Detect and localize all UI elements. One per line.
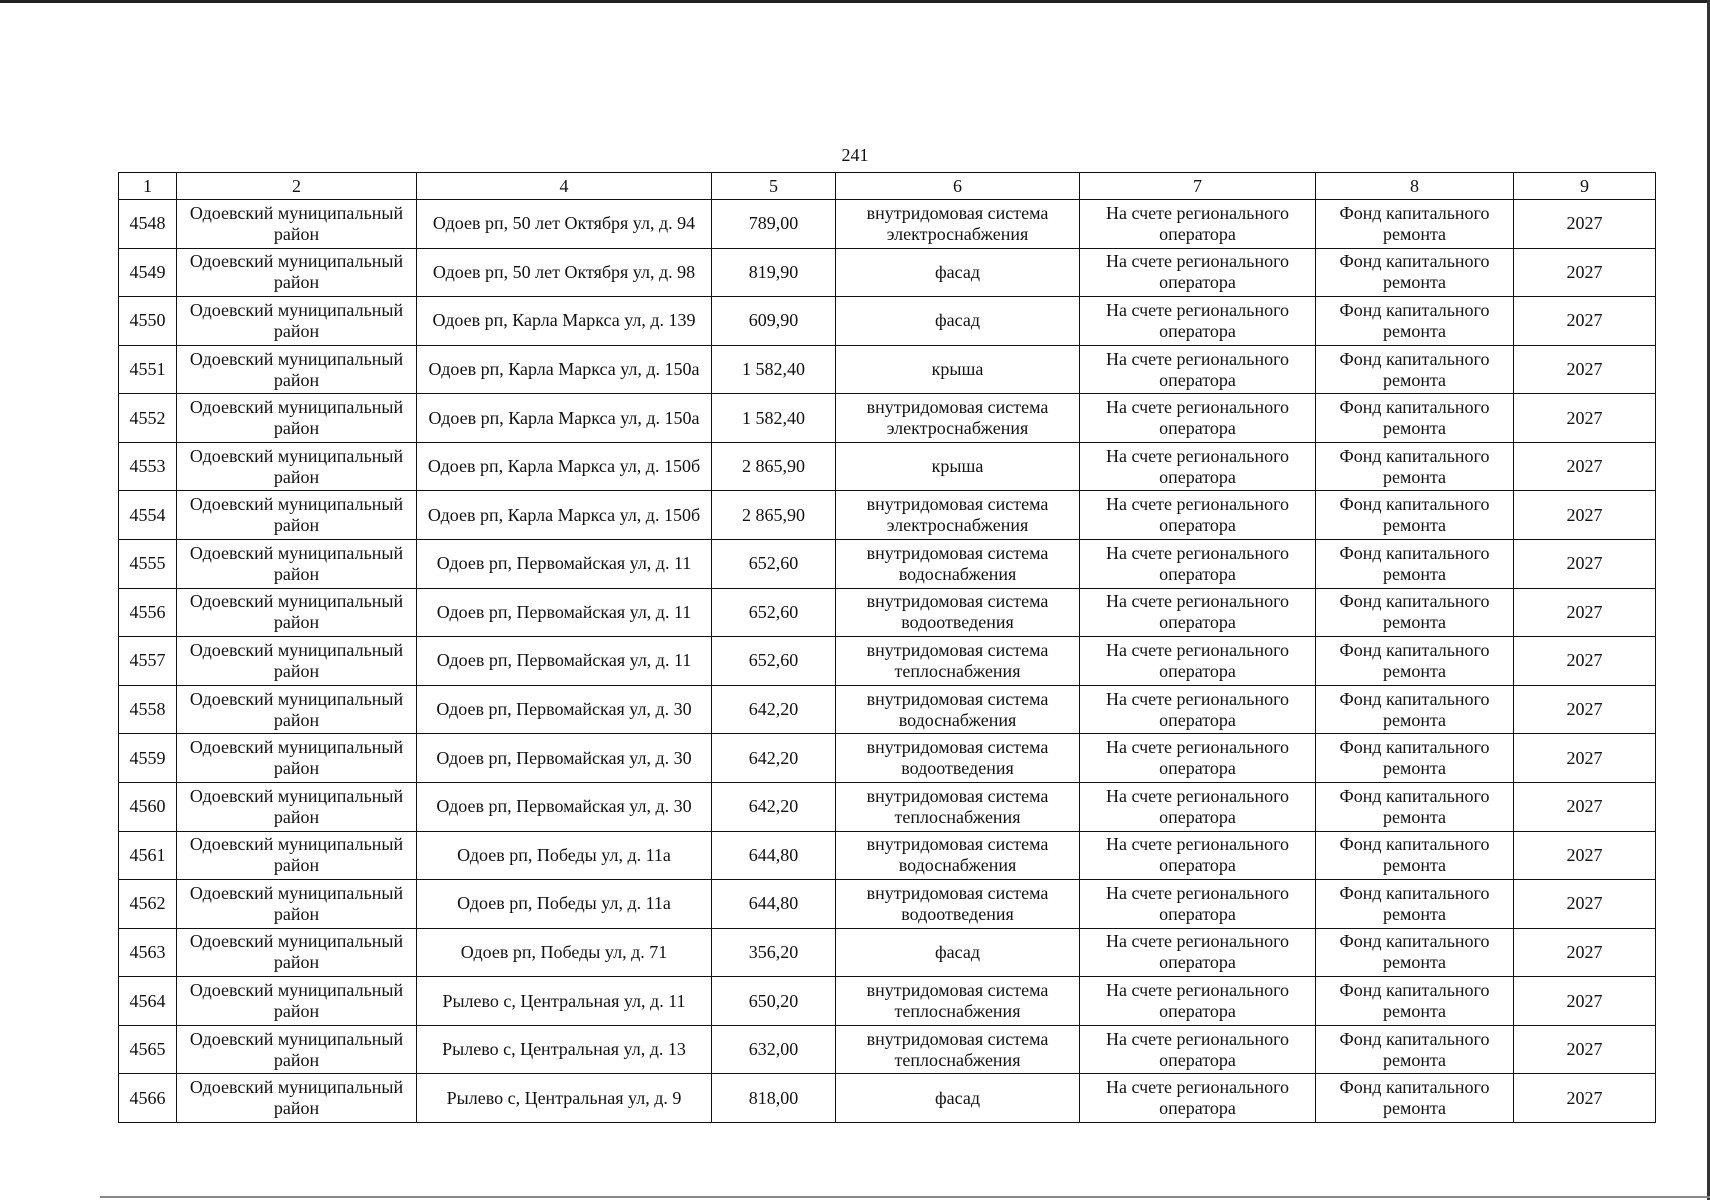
work-type-cell: крыша bbox=[836, 442, 1080, 491]
row-number-cell: 4559 bbox=[119, 734, 177, 783]
funding-source-cell: Фонд капитального ремонта bbox=[1316, 394, 1514, 443]
work-type-cell: внутридомовая система электроснабжения bbox=[836, 491, 1080, 540]
row-number-cell: 4554 bbox=[119, 491, 177, 540]
area-cell: 642,20 bbox=[712, 734, 836, 783]
district-cell: Одоевский муниципальный район bbox=[177, 685, 417, 734]
funding-source-cell: Фонд капитального ремонта bbox=[1316, 782, 1514, 831]
column-number: 5 bbox=[712, 173, 836, 200]
year-cell: 2027 bbox=[1514, 345, 1656, 394]
account-cell: На счете регионального оператора bbox=[1080, 685, 1316, 734]
year-cell: 2027 bbox=[1514, 685, 1656, 734]
district-cell: Одоевский муниципальный район bbox=[177, 637, 417, 686]
district-cell: Одоевский муниципальный район bbox=[177, 588, 417, 637]
row-number-cell: 4562 bbox=[119, 880, 177, 929]
work-type-cell: внутридомовая система электроснабжения bbox=[836, 394, 1080, 443]
address-cell: Рылево с, Центральная ул, д. 13 bbox=[417, 1025, 712, 1074]
work-type-cell: внутридомовая система электроснабжения bbox=[836, 200, 1080, 249]
row-number-cell: 4553 bbox=[119, 442, 177, 491]
table-row bbox=[119, 880, 1656, 929]
funding-source-cell: Фонд капитального ремонта bbox=[1316, 491, 1514, 540]
account-cell: На счете регионального оператора bbox=[1080, 1074, 1316, 1123]
account-cell: На счете регионального оператора bbox=[1080, 248, 1316, 297]
area-cell: 642,20 bbox=[712, 685, 836, 734]
year-cell: 2027 bbox=[1514, 1074, 1656, 1123]
area-cell: 644,80 bbox=[712, 880, 836, 929]
column-number-row bbox=[119, 173, 1656, 200]
funding-source-cell: Фонд капитального ремонта bbox=[1316, 1074, 1514, 1123]
address-cell: Одоев рп, Карла Маркса ул, д. 150б bbox=[417, 491, 712, 540]
work-type-cell: внутридомовая система теплоснабжения bbox=[836, 782, 1080, 831]
district-cell: Одоевский муниципальный район bbox=[177, 1025, 417, 1074]
work-type-cell: крыша bbox=[836, 345, 1080, 394]
table-row bbox=[119, 928, 1656, 977]
page-number: 241 bbox=[841, 145, 869, 165]
area-cell: 1 582,40 bbox=[712, 394, 836, 443]
row-number-cell: 4564 bbox=[119, 977, 177, 1026]
year-cell: 2027 bbox=[1514, 200, 1656, 249]
year-cell: 2027 bbox=[1514, 297, 1656, 346]
work-type-cell: фасад bbox=[836, 928, 1080, 977]
row-number-cell: 4566 bbox=[119, 1074, 177, 1123]
scan-edge-bottom bbox=[100, 1196, 1710, 1198]
account-cell: На счете регионального оператора bbox=[1080, 734, 1316, 783]
area-cell: 789,00 bbox=[712, 200, 836, 249]
address-cell: Одоев рп, Карла Маркса ул, д. 150а bbox=[417, 345, 712, 394]
account-cell: На счете регионального оператора bbox=[1080, 200, 1316, 249]
table-row bbox=[119, 491, 1656, 540]
table-row bbox=[119, 977, 1656, 1026]
district-cell: Одоевский муниципальный район bbox=[177, 345, 417, 394]
row-number-cell: 4549 bbox=[119, 248, 177, 297]
area-cell: 1 582,40 bbox=[712, 345, 836, 394]
area-cell: 644,80 bbox=[712, 831, 836, 880]
funding-source-cell: Фонд капитального ремонта bbox=[1316, 880, 1514, 929]
table-row bbox=[119, 588, 1656, 637]
district-cell: Одоевский муниципальный район bbox=[177, 734, 417, 783]
row-number-cell: 4550 bbox=[119, 297, 177, 346]
account-cell: На счете регионального оператора bbox=[1080, 297, 1316, 346]
funding-source-cell: Фонд капитального ремонта bbox=[1316, 345, 1514, 394]
year-cell: 2027 bbox=[1514, 782, 1656, 831]
funding-source-cell: Фонд капитального ремонта bbox=[1316, 637, 1514, 686]
area-cell: 632,00 bbox=[712, 1025, 836, 1074]
table-row bbox=[119, 345, 1656, 394]
funding-source-cell: Фонд капитального ремонта bbox=[1316, 588, 1514, 637]
table-row bbox=[119, 685, 1656, 734]
funding-source-cell: Фонд капитального ремонта bbox=[1316, 297, 1514, 346]
table-row bbox=[119, 442, 1656, 491]
address-cell: Одоев рп, Победы ул, д. 11а bbox=[417, 880, 712, 929]
address-cell: Одоев рп, Первомайская ул, д. 30 bbox=[417, 685, 712, 734]
area-cell: 2 865,90 bbox=[712, 442, 836, 491]
area-cell: 356,20 bbox=[712, 928, 836, 977]
table-row bbox=[119, 782, 1656, 831]
year-cell: 2027 bbox=[1514, 1025, 1656, 1074]
funding-source-cell: Фонд капитального ремонта bbox=[1316, 200, 1514, 249]
district-cell: Одоевский муниципальный район bbox=[177, 831, 417, 880]
funding-source-cell: Фонд капитального ремонта bbox=[1316, 248, 1514, 297]
area-cell: 819,90 bbox=[712, 248, 836, 297]
account-cell: На счете регионального оператора bbox=[1080, 442, 1316, 491]
year-cell: 2027 bbox=[1514, 540, 1656, 589]
account-cell: На счете регионального оператора bbox=[1080, 394, 1316, 443]
account-cell: На счете регионального оператора bbox=[1080, 540, 1316, 589]
year-cell: 2027 bbox=[1514, 394, 1656, 443]
work-type-cell: внутридомовая система теплоснабжения bbox=[836, 977, 1080, 1026]
table-row bbox=[119, 831, 1656, 880]
address-cell: Одоев рп, Победы ул, д. 11а bbox=[417, 831, 712, 880]
table-row bbox=[119, 637, 1656, 686]
row-number-cell: 4560 bbox=[119, 782, 177, 831]
table-row bbox=[119, 1025, 1656, 1074]
work-type-cell: фасад bbox=[836, 248, 1080, 297]
account-cell: На счете регионального оператора bbox=[1080, 977, 1316, 1026]
column-number: 6 bbox=[836, 173, 1080, 200]
account-cell: На счете регионального оператора bbox=[1080, 588, 1316, 637]
row-number-cell: 4556 bbox=[119, 588, 177, 637]
area-cell: 609,90 bbox=[712, 297, 836, 346]
address-cell: Одоев рп, Первомайская ул, д. 11 bbox=[417, 588, 712, 637]
address-cell: Рылево с, Центральная ул, д. 11 bbox=[417, 977, 712, 1026]
district-cell: Одоевский муниципальный район bbox=[177, 491, 417, 540]
row-number-cell: 4561 bbox=[119, 831, 177, 880]
address-cell: Одоев рп, 50 лет Октября ул, д. 98 bbox=[417, 248, 712, 297]
work-type-cell: внутридомовая система водоснабжения bbox=[836, 685, 1080, 734]
work-type-cell: внутридомовая система теплоснабжения bbox=[836, 1025, 1080, 1074]
year-cell: 2027 bbox=[1514, 977, 1656, 1026]
column-number: 2 bbox=[177, 173, 417, 200]
funding-source-cell: Фонд капитального ремонта bbox=[1316, 928, 1514, 977]
address-cell: Одоев рп, Первомайская ул, д. 11 bbox=[417, 637, 712, 686]
address-cell: Одоев рп, Первомайская ул, д. 30 bbox=[417, 734, 712, 783]
work-type-cell: внутридомовая система водоотведения bbox=[836, 880, 1080, 929]
address-cell: Одоев рп, Победы ул, д. 71 bbox=[417, 928, 712, 977]
year-cell: 2027 bbox=[1514, 734, 1656, 783]
work-type-cell: внутридомовая система теплоснабжения bbox=[836, 637, 1080, 686]
area-cell: 650,20 bbox=[712, 977, 836, 1026]
area-cell: 818,00 bbox=[712, 1074, 836, 1123]
area-cell: 652,60 bbox=[712, 540, 836, 589]
funding-source-cell: Фонд капитального ремонта bbox=[1316, 734, 1514, 783]
funding-source-cell: Фонд капитального ремонта bbox=[1316, 1025, 1514, 1074]
district-cell: Одоевский муниципальный район bbox=[177, 442, 417, 491]
address-cell: Одоев рп, Первомайская ул, д. 11 bbox=[417, 540, 712, 589]
district-cell: Одоевский муниципальный район bbox=[177, 248, 417, 297]
work-type-cell: фасад bbox=[836, 297, 1080, 346]
repair-register-table bbox=[118, 172, 1656, 1123]
year-cell: 2027 bbox=[1514, 442, 1656, 491]
table-row bbox=[119, 200, 1656, 249]
row-number-cell: 4551 bbox=[119, 345, 177, 394]
address-cell: Одоев рп, 50 лет Октября ул, д. 94 bbox=[417, 200, 712, 249]
account-cell: На счете регионального оператора bbox=[1080, 637, 1316, 686]
row-number-cell: 4563 bbox=[119, 928, 177, 977]
work-type-cell: внутридомовая система водоснабжения bbox=[836, 831, 1080, 880]
address-cell: Одоев рп, Первомайская ул, д. 30 bbox=[417, 782, 712, 831]
column-number: 1 bbox=[119, 173, 177, 200]
row-number-cell: 4557 bbox=[119, 637, 177, 686]
address-cell: Одоев рп, Карла Маркса ул, д. 150а bbox=[417, 394, 712, 443]
funding-source-cell: Фонд капитального ремонта bbox=[1316, 977, 1514, 1026]
row-number-cell: 4552 bbox=[119, 394, 177, 443]
table-row bbox=[119, 540, 1656, 589]
funding-source-cell: Фонд капитального ремонта bbox=[1316, 442, 1514, 491]
account-cell: На счете регионального оператора bbox=[1080, 491, 1316, 540]
row-number-cell: 4555 bbox=[119, 540, 177, 589]
district-cell: Одоевский муниципальный район bbox=[177, 977, 417, 1026]
year-cell: 2027 bbox=[1514, 928, 1656, 977]
year-cell: 2027 bbox=[1514, 880, 1656, 929]
area-cell: 642,20 bbox=[712, 782, 836, 831]
address-cell: Рылево с, Центральная ул, д. 9 bbox=[417, 1074, 712, 1123]
column-number: 9 bbox=[1514, 173, 1656, 200]
address-cell: Одоев рп, Карла Маркса ул, д. 150б bbox=[417, 442, 712, 491]
district-cell: Одоевский муниципальный район bbox=[177, 880, 417, 929]
account-cell: На счете регионального оператора bbox=[1080, 928, 1316, 977]
account-cell: На счете регионального оператора bbox=[1080, 1025, 1316, 1074]
district-cell: Одоевский муниципальный район bbox=[177, 540, 417, 589]
funding-source-cell: Фонд капитального ремонта bbox=[1316, 540, 1514, 589]
table-row bbox=[119, 734, 1656, 783]
account-cell: На счете регионального оператора bbox=[1080, 880, 1316, 929]
work-type-cell: внутридомовая система водоотведения bbox=[836, 734, 1080, 783]
funding-source-cell: Фонд капитального ремонта bbox=[1316, 831, 1514, 880]
district-cell: Одоевский муниципальный район bbox=[177, 782, 417, 831]
area-cell: 652,60 bbox=[712, 588, 836, 637]
table-row bbox=[119, 297, 1656, 346]
year-cell: 2027 bbox=[1514, 491, 1656, 540]
work-type-cell: фасад bbox=[836, 1074, 1080, 1123]
table-row bbox=[119, 394, 1656, 443]
account-cell: На счете регионального оператора bbox=[1080, 345, 1316, 394]
district-cell: Одоевский муниципальный район bbox=[177, 200, 417, 249]
column-number: 8 bbox=[1316, 173, 1514, 200]
table-row bbox=[119, 1074, 1656, 1123]
column-number: 4 bbox=[417, 173, 712, 200]
work-type-cell: внутридомовая система водоотведения bbox=[836, 588, 1080, 637]
year-cell: 2027 bbox=[1514, 831, 1656, 880]
row-number-cell: 4558 bbox=[119, 685, 177, 734]
funding-source-cell: Фонд капитального ремонта bbox=[1316, 685, 1514, 734]
area-cell: 2 865,90 bbox=[712, 491, 836, 540]
year-cell: 2027 bbox=[1514, 588, 1656, 637]
scan-edge-top bbox=[0, 0, 1710, 3]
account-cell: На счете регионального оператора bbox=[1080, 831, 1316, 880]
row-number-cell: 4548 bbox=[119, 200, 177, 249]
account-cell: На счете регионального оператора bbox=[1080, 782, 1316, 831]
row-number-cell: 4565 bbox=[119, 1025, 177, 1074]
table-row bbox=[119, 248, 1656, 297]
year-cell: 2027 bbox=[1514, 637, 1656, 686]
address-cell: Одоев рп, Карла Маркса ул, д. 139 bbox=[417, 297, 712, 346]
area-cell: 652,60 bbox=[712, 637, 836, 686]
year-cell: 2027 bbox=[1514, 248, 1656, 297]
district-cell: Одоевский муниципальный район bbox=[177, 928, 417, 977]
district-cell: Одоевский муниципальный район bbox=[177, 297, 417, 346]
column-number: 7 bbox=[1080, 173, 1316, 200]
district-cell: Одоевский муниципальный район bbox=[177, 1074, 417, 1123]
work-type-cell: внутридомовая система водоснабжения bbox=[836, 540, 1080, 589]
district-cell: Одоевский муниципальный район bbox=[177, 394, 417, 443]
